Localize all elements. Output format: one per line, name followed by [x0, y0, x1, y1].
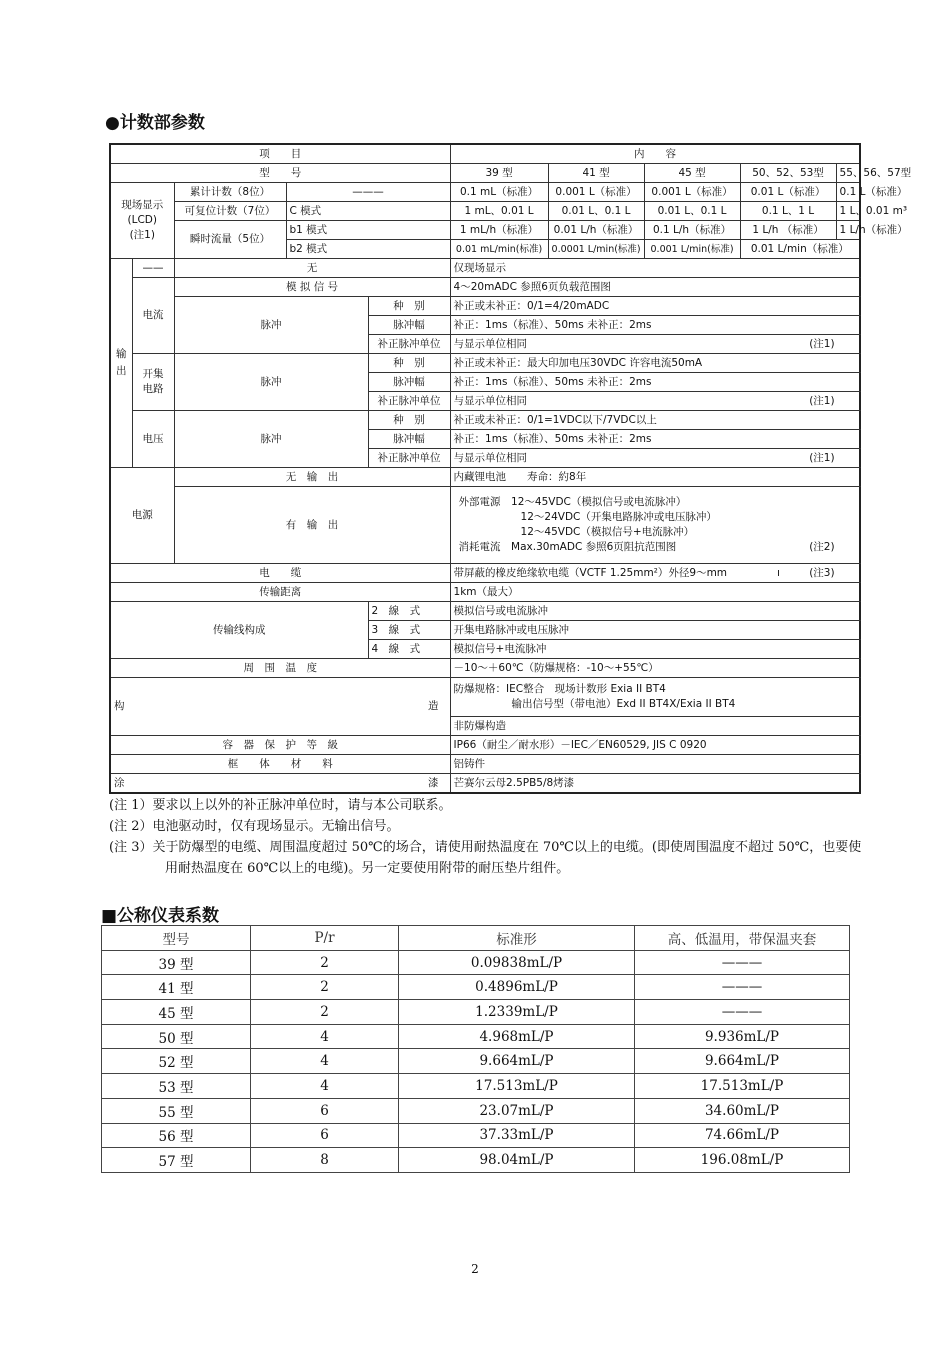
col-header: 高、低温用，带保温夹套: [635, 926, 850, 951]
cell: 0.1 mL（标准）: [450, 183, 548, 202]
table-row: [102, 1049, 850, 1074]
cell: 有 输 出: [174, 487, 450, 564]
model-label: 型 号: [110, 164, 450, 183]
page-number: 2: [471, 1262, 479, 1276]
cell: 0.1 L（标准）: [836, 183, 860, 202]
table-cell: 2: [251, 975, 399, 1000]
table-cell: 52 型: [102, 1049, 251, 1074]
counter-spec-table: [109, 143, 912, 794]
cell: 非防爆构造: [450, 717, 860, 736]
output-label: 输出: [110, 259, 132, 468]
table-cell: 57 型: [102, 1148, 251, 1173]
table-cell: 45 型: [102, 1000, 251, 1025]
cell: 模拟信号或电流脉冲: [450, 602, 860, 621]
cell: 1 L/h （标准）: [740, 221, 836, 240]
cell: 0.01 L（标准）: [740, 183, 836, 202]
table-cell: 39 型: [102, 950, 251, 975]
cell: 框 体 材 料: [110, 755, 450, 774]
notes: [109, 795, 869, 879]
cell: 脉冲幅: [368, 430, 450, 449]
cell: 0.01 L/h（标准）: [548, 221, 644, 240]
table-cell: 0.09838mL/P: [399, 950, 635, 975]
table-row: [102, 1123, 850, 1148]
table-row: [102, 1000, 850, 1025]
cell: 脉冲幅: [368, 373, 450, 392]
cell: 0.01 mL/min(标准): [450, 240, 548, 259]
table-cell: 6: [251, 1098, 399, 1123]
current-label: 电流: [132, 278, 174, 354]
table-cell: 196.08mL/P: [635, 1148, 850, 1173]
table-cell: 55 型: [102, 1098, 251, 1123]
cell: 传输距离: [110, 583, 450, 602]
table-cell: 37.33mL/P: [399, 1123, 635, 1148]
note-1: (注 1）要求以上以外的补正脉冲单位时，请与本公司联系。: [109, 798, 452, 813]
table-cell: 2: [251, 950, 399, 975]
cell: 开集电路脉冲或电压脉冲: [450, 621, 860, 640]
cell: ——: [132, 259, 174, 278]
cell: 传输线构成: [110, 602, 368, 659]
cell: 1 L、0.01 m³: [836, 202, 860, 221]
header-content: 内 容: [450, 144, 860, 164]
note-2: (注 2）电池驱动时，仅有现场显示。无输出信号。: [109, 819, 400, 834]
open-collector-label: 开集 电路: [132, 354, 174, 411]
cell: 周 围 温 度: [110, 659, 450, 678]
table-cell: ———: [635, 975, 850, 1000]
table-cell: 6: [251, 1123, 399, 1148]
table-cell: 1.2339mL/P: [399, 1000, 635, 1025]
table-cell: 56 型: [102, 1123, 251, 1148]
cell: 脉冲: [174, 297, 368, 354]
model-row: [110, 164, 860, 183]
table-cell: 98.04mL/P: [399, 1148, 635, 1173]
table-cell: 34.60mL/P: [635, 1098, 850, 1123]
cell: 4～20mADC 参照6页负载范围图: [450, 278, 860, 297]
meter-coefficient-table: [101, 925, 850, 1173]
table-cell: 4.968mL/P: [399, 1024, 635, 1049]
table-cell: 41 型: [102, 975, 251, 1000]
b1-mode: b1 模式: [286, 221, 450, 240]
table-cell: 0.4896mL/P: [399, 975, 635, 1000]
model-41: 41 型: [548, 164, 644, 183]
cell: 0.1 L/h（标准）: [644, 221, 740, 240]
cell: 0.001 L（标准）: [548, 183, 644, 202]
cell: 脉冲幅: [368, 316, 450, 335]
cell: 0.001 L（标准）: [644, 183, 740, 202]
table-cell: 9.664mL/P: [399, 1049, 635, 1074]
table-cell: 53 型: [102, 1074, 251, 1099]
table-cell: 8: [251, 1148, 399, 1173]
table-row: [102, 1074, 850, 1099]
table-cell: 4: [251, 1049, 399, 1074]
model-50-52-53: 50、52、53型: [740, 164, 836, 183]
cell: 模拟信号+电流脉冲: [450, 640, 860, 659]
cell: 0.01 L/min（标准）: [740, 240, 860, 259]
section-title-counter-params: ●计数部参数: [105, 113, 205, 133]
resettable-mode: C 模式: [286, 202, 450, 221]
cell: 模 拟 信 号: [174, 278, 450, 297]
cell: 补正：1ms（标准）、50ms 未补正：2ms: [450, 430, 860, 449]
b2-mode: b2 模式: [286, 240, 450, 259]
cell: 铝铸件: [450, 755, 860, 774]
cell: 1 L/h（标准）: [836, 221, 860, 240]
cell: 与显示单位相同 (注1): [450, 335, 860, 354]
cell: 芒赛尔云母2.5PB5/8烤漆: [450, 774, 860, 794]
cell: 0.01 L、0.1 L: [548, 202, 644, 221]
cell: 补正脉冲单位: [368, 392, 450, 411]
table-cell: 17.513mL/P: [635, 1074, 850, 1099]
col-header: P/r: [251, 926, 399, 951]
model-55-56-57: 55、56、57型: [836, 164, 860, 183]
table-cell: 50 型: [102, 1024, 251, 1049]
cell: 带屏蔽的橡皮绝缘软电缆（VCTF 1.25mm²）外径9～mm ı (注3): [450, 564, 860, 583]
col-header: 型号: [102, 926, 251, 951]
table-cell: 9.664mL/P: [635, 1049, 850, 1074]
table-row: [102, 1148, 850, 1173]
lcd-label: 现场显示 (LCD) (注1): [110, 183, 174, 259]
power-label: 电源: [110, 468, 174, 564]
cell: 种 别: [368, 354, 450, 373]
cell: 1 mL、0.01 L: [450, 202, 548, 221]
cell: 4 線 式: [368, 640, 450, 659]
header-item: 项 目: [110, 144, 450, 164]
cell: 0.0001 L/min(标准): [548, 240, 644, 259]
cell: 无 输 出: [174, 468, 450, 487]
cell: 补正脉冲单位: [368, 335, 450, 354]
paint-label: 涂 漆: [110, 774, 450, 794]
power-with-output-detail: 外部電源 12～45VDC（模拟信号或电流脉冲） 12～24VDC（开集电路脉冲或电压脉冲） 12～45VDC（模拟信号+电流脉冲） 消耗電流 Max.30mADC 参照6页阻抗范围图 (注2): [450, 487, 860, 564]
cell: 种 别: [368, 411, 450, 430]
instant-flow-label: 瞬时流量（5位）: [174, 221, 286, 259]
cell: 容 器 保 护 等 級: [110, 736, 450, 755]
cell: 种 别: [368, 297, 450, 316]
table-row: [102, 1098, 850, 1123]
cell: 1 mL/h（标准）: [450, 221, 548, 240]
model-39: 39 型: [450, 164, 548, 183]
cell: 内藏锂电池 寿命：約8年: [450, 468, 860, 487]
structure-label: 构 造: [110, 678, 450, 736]
cell: 补正或未补正：最大印加电压30VDC 许容电流50mA: [450, 354, 860, 373]
cell: 0.001 L/min(标准): [644, 240, 740, 259]
cell: 补正脉冲单位: [368, 449, 450, 468]
cell: 1km（最大）: [450, 583, 860, 602]
cell: 2 線 式: [368, 602, 450, 621]
table-cell: ———: [635, 1000, 850, 1025]
cell: 0.1 L、1 L: [740, 202, 836, 221]
table-header-row: [102, 926, 850, 951]
cell: 脉冲: [174, 411, 368, 468]
cell: －10～＋60℃（防爆规格：-10～+55℃）: [450, 659, 860, 678]
table-cell: 23.07mL/P: [399, 1098, 635, 1123]
table-cell: 74.66mL/P: [635, 1123, 850, 1148]
note-3: (注 3）关于防爆型的电缆、周围温度超过 50℃的场合，请使用耐热温度在 70℃以上的电缆。(即使周围温度不超过 50℃，也要使用耐热温度在 60℃以上的电缆)。另一定要使用附带的耐压垫片组件。: [109, 840, 862, 876]
voltage-label: 电压: [132, 411, 174, 468]
cumulative-label: 累计计数（8位）: [174, 183, 286, 202]
cell: 与显示单位相同 (注1): [450, 392, 860, 411]
cell: 仅现场显示: [450, 259, 860, 278]
cell: IP66（耐尘／耐水形）－IEC／EN60529, JIS C 0920: [450, 736, 860, 755]
cell: 补正或未补正：0/1=4/20mADC: [450, 297, 860, 316]
section-title-meter-coefficient: ■公称仪表系数: [101, 906, 220, 926]
table-cell: 17.513mL/P: [399, 1074, 635, 1099]
model-45: 45 型: [644, 164, 740, 183]
cell: 补正：1ms（标准）、50ms 未补正：2ms: [450, 373, 860, 392]
resettable-label: 可复位计数（7位）: [174, 202, 286, 221]
table-row: [102, 950, 850, 975]
table-cell: 4: [251, 1024, 399, 1049]
table-cell: 4: [251, 1074, 399, 1099]
col-header: 标准形: [399, 926, 635, 951]
table-cell: 9.936mL/P: [635, 1024, 850, 1049]
table-row: [102, 1024, 850, 1049]
cumulative-mode: ———: [286, 183, 450, 202]
cell: 补正或未补正：0/1=1VDC以下/7VDC以上: [450, 411, 860, 430]
cell: 补正：1ms（标准）、50ms 未补正：2ms: [450, 316, 860, 335]
table-row: [102, 975, 850, 1000]
cell: 与显示单位相同 (注1): [450, 449, 860, 468]
cell: 3 線 式: [368, 621, 450, 640]
table-cell: ———: [635, 950, 850, 975]
structure-explosion-proof: 防爆规格：IEC整合 现场计数形 Exia II BT4 输出信号型（带电池）Exd II BT4X/Exia II BT4: [450, 678, 860, 717]
cell: 脉冲: [174, 354, 368, 411]
cell: 无: [174, 259, 450, 278]
cell: 电 缆: [110, 564, 450, 583]
cell: 0.01 L、0.1 L: [644, 202, 740, 221]
table-cell: 2: [251, 1000, 399, 1025]
